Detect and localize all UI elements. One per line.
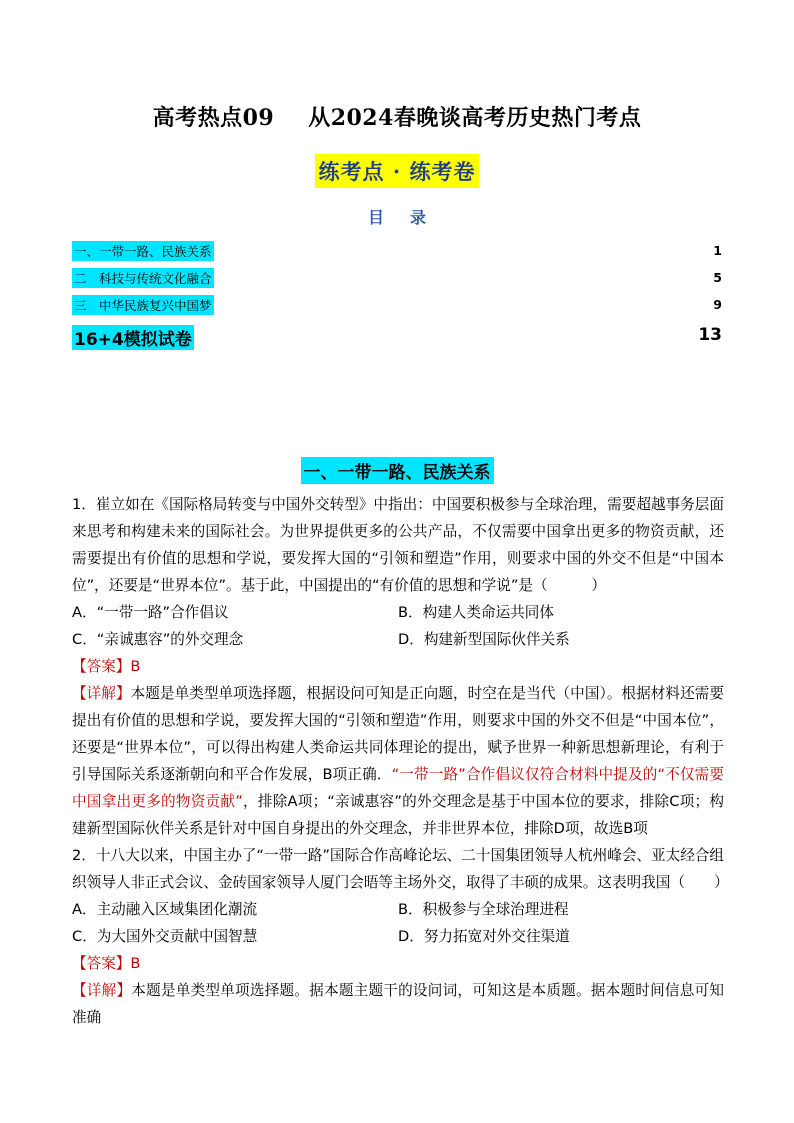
page-title xyxy=(0,101,794,132)
options-list xyxy=(72,599,724,653)
toc-heading: 目 录 xyxy=(367,208,427,227)
question-stem: 2．十八大以来，中国主办了“一带一路”国际合作高峰论坛、二十国集团领导人杭州峰会、亚太经合组织领导人非正式会议、金砖国家领导人厦门会晤等主场外交，取得了丰硕的成果。这表明我国（ ） xyxy=(72,847,729,891)
toc-item-label: 一、一带一路、民族关系 xyxy=(72,241,214,261)
toc-item[interactable] xyxy=(72,241,722,263)
answer-line: 【答案】B xyxy=(72,658,141,675)
section-title: 一、一带一路、民族关系 xyxy=(301,457,494,484)
detail-paragraph: 【详解】本题是单类型单项选择题，根据设问可知是正向题，时空在是当代（中国）。根据材料还需要提出有价值的思想和学说，要发挥大国的“引领和塑造”作用，则要求中国的外交不但是“中国本位”，还要是“世界本位”，可以得出构建人类命运共同体理论的提出，赋予世界一种新思想新理论，有利于引导国际关系逐渐朝向和平合作发展，B项正确．“一带一路”合作倡议仅符合材料中提及的“不仅需要中国拿出更多的物资贡献”，排除A项；“亲诚惠容”的外交理念是基于中国本位的要求，排除C项；构建新型国际伙伴关系是针对中国自身提出的外交理念，并非世界本位，排除D项，故选B项 xyxy=(72,685,724,837)
option-a: A．主动融入区域集团化潮流 xyxy=(72,901,258,918)
toc-item-label: 16+4模拟试卷 xyxy=(72,325,194,350)
toc-item[interactable] xyxy=(72,325,722,350)
answer-value: B xyxy=(130,955,141,972)
question-stem: 1．崔立如在《国际格局转变与中国外交转型》中指出：中国要积极参与全球治理，需要超越事务层面来思考和构建未来的国际社会。为世界提供更多的公共产品，不仅需要中国拿出更多的物资贡献，还需要提出有价值的思想和学说，要发挥大国的“引领和塑造”作用，则要求中国的外交不但是“中国本位”，还要是“世界本位”。基于此，中国提出的“有价值的思想和学说”是（ ） xyxy=(72,496,724,594)
toc-item-page: 9 xyxy=(713,297,722,312)
option-b: B．积极参与全球治理进程 xyxy=(398,901,569,918)
title-part2: 从2024春晚谈高考历史热门考点 xyxy=(308,105,642,131)
option-d: D．努力拓宽对外交往渠道 xyxy=(398,928,570,945)
toc-item[interactable] xyxy=(72,268,722,290)
detail-paragraph: 【详解】本题是单类型单项选择题。据本题主题干的设问词，可知这是本质题。据本题时间信息可知准确 xyxy=(72,982,724,1026)
toc-item-label: 二 科技与传统文化融合 xyxy=(72,268,214,288)
question-content xyxy=(72,491,729,1031)
option-d: D．构建新型国际伙伴关系 xyxy=(398,631,570,648)
option-a: A．“一带一路”合作倡议 xyxy=(72,604,229,621)
title-part1: 高考热点09 xyxy=(152,105,275,131)
toc-item-page: 1 xyxy=(713,243,722,258)
option-c: C．“亲诚惠容”的外交理念 xyxy=(72,631,244,648)
options-list xyxy=(72,896,724,950)
toc-item-label: 三 中华民族复兴中国梦 xyxy=(72,295,214,315)
option-c: C．为大国外交贡献中国智慧 xyxy=(72,928,258,945)
toc-item[interactable] xyxy=(72,295,722,317)
option-b: B．构建人类命运共同体 xyxy=(398,604,554,621)
toc-item-page: 13 xyxy=(698,325,722,345)
answer-line: 【答案】B xyxy=(72,955,141,972)
answer-value: B xyxy=(130,658,141,675)
subtitle: 练考点 · 练考卷 xyxy=(315,154,480,188)
toc-item-page: 5 xyxy=(713,270,722,285)
